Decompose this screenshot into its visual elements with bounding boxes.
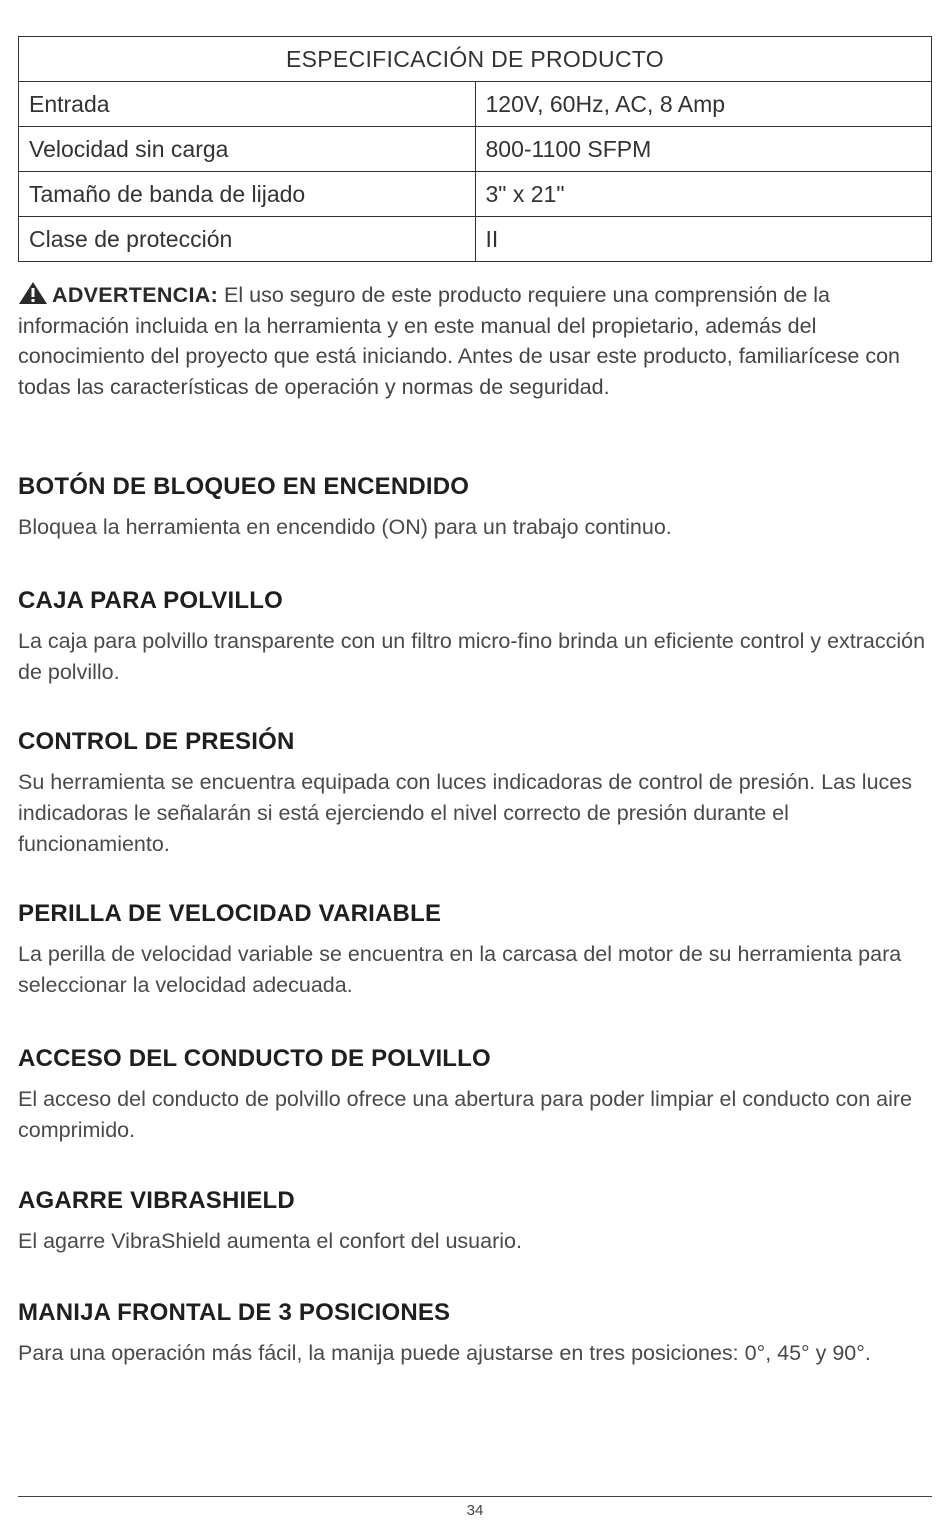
warning-triangle-icon xyxy=(18,281,48,305)
section-text: Bloquea la herramienta en encendido (ON) para un trabajo continuo. xyxy=(18,515,672,539)
warning-title: ADVERTENCIA: xyxy=(52,283,219,307)
section-text: El acceso del conducto de polvillo ofrece una abertura para poder limpiar el conducto con aire comprimido. xyxy=(18,1087,912,1142)
spec-row-belt-size xyxy=(19,172,932,217)
spec-row-no-load-speed xyxy=(19,127,932,172)
section-front-handle xyxy=(18,1298,932,1369)
spec-value: 120V, 60Hz, AC, 8 Amp xyxy=(475,82,932,127)
product-spec-table xyxy=(18,36,932,262)
spec-label: Tamaño de banda de lijado xyxy=(19,172,476,217)
spec-row-protection-class xyxy=(19,217,932,262)
footer-divider xyxy=(18,1496,932,1497)
spec-label: Velocidad sin carga xyxy=(19,127,476,172)
section-dust-box xyxy=(18,586,932,688)
spec-table-header-row xyxy=(19,37,932,82)
section-lock-on-button xyxy=(18,472,932,543)
section-variable-speed-dial xyxy=(18,899,932,1001)
section-text: La caja para polvillo transparente con un filtro micro-fino brinda un eficiente control y extracción de polvillo. xyxy=(18,629,926,684)
section-text: El agarre VibraShield aumenta el confort del usuario. xyxy=(18,1229,522,1253)
spec-table-header: ESPECIFICACIÓN DE PRODUCTO xyxy=(19,37,932,82)
section-heading: ACCESO DEL CONDUCTO DE POLVILLO xyxy=(18,1045,491,1072)
spec-value: 800-1100 SFPM xyxy=(475,127,932,172)
section-heading: MANIJA FRONTAL DE 3 POSICIONES xyxy=(18,1299,451,1326)
spec-row-input xyxy=(19,82,932,127)
spec-value: 3" x 21" xyxy=(475,172,932,217)
section-heading: CONTROL DE PRESIÓN xyxy=(18,728,295,755)
section-text: La perilla de velocidad variable se encuentra en la carcasa del motor de su herramienta para seleccionar la velocidad adecuada. xyxy=(18,942,902,997)
section-heading: PERILLA DE VELOCIDAD VARIABLE xyxy=(18,900,442,927)
safety-warning xyxy=(18,280,932,402)
section-pressure-control xyxy=(18,727,932,860)
page-number: 34 xyxy=(466,1502,484,1519)
section-heading: CAJA PARA POLVILLO xyxy=(18,587,283,614)
spec-value: II xyxy=(475,217,932,262)
spec-label: Entrada xyxy=(19,82,476,127)
section-heading: BOTÓN DE BLOQUEO EN ENCENDIDO xyxy=(18,473,470,500)
spec-label: Clase de protección xyxy=(19,217,476,262)
section-vibrashield-grip xyxy=(18,1186,932,1257)
warning-text: El uso seguro de este producto requiere una comprensión de la información incluida en la herramienta y en este manual del propietario, además del conocimiento del proyecto que está iniciando. Antes de usar este producto, familiarícese con todas las características de operación y normas de seguridad. xyxy=(18,283,901,399)
section-heading: AGARRE VIBRASHIELD xyxy=(18,1187,295,1214)
section-text: Para una operación más fácil, la manija puede ajustarse en tres posiciones: 0°, 45° y 90°. xyxy=(18,1341,871,1365)
section-dust-duct-access xyxy=(18,1044,932,1146)
section-text: Su herramienta se encuentra equipada con luces indicadoras de control de presión. Las luces indicadoras le señalarán si está ejerciendo el nivel correcto de presión durante el funcionamiento. xyxy=(18,770,913,856)
